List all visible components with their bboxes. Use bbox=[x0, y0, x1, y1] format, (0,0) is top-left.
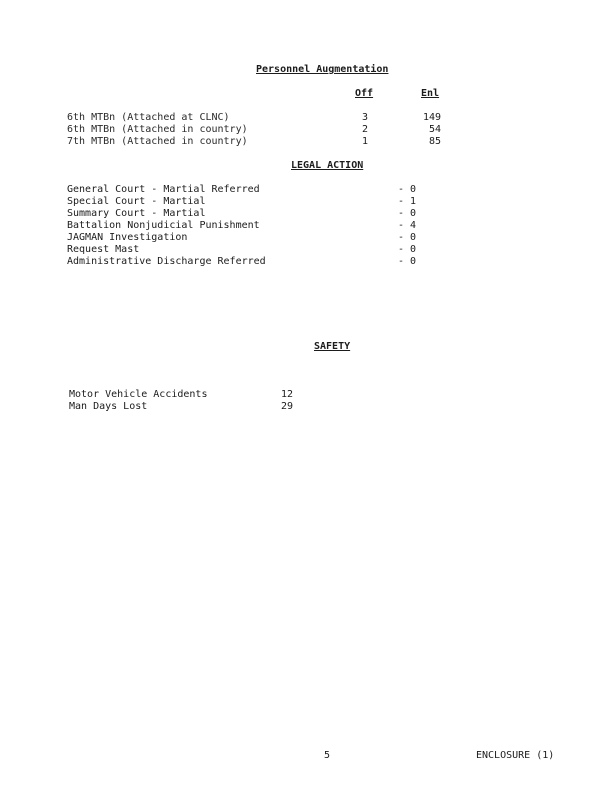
legal-row-label: Special Court - Martial bbox=[67, 196, 206, 207]
personnel-row-off: 2 bbox=[362, 124, 369, 135]
legal-row-label: Summary Court - Martial bbox=[67, 208, 206, 219]
legal-row-value: - 0 bbox=[398, 244, 417, 255]
personnel-row-enl: 149 bbox=[422, 112, 441, 123]
personnel-row-label: 7th MTBn (Attached in country) bbox=[67, 136, 248, 147]
safety-heading: SAFETY bbox=[314, 341, 351, 352]
personnel-row-enl: 54 bbox=[428, 124, 441, 135]
enl-column-header: Enl bbox=[421, 88, 440, 99]
legal-action-heading: LEGAL ACTION bbox=[291, 160, 364, 171]
legal-row-value: - 0 bbox=[398, 208, 417, 219]
legal-row-label: JAGMAN Investigation bbox=[67, 232, 188, 243]
personnel-row-label: 6th MTBn (Attached in country) bbox=[67, 124, 248, 135]
page-number: 5 bbox=[324, 750, 331, 761]
legal-row-value: - 1 bbox=[398, 196, 417, 207]
safety-row-value: 29 bbox=[281, 401, 294, 412]
enclosure-label: ENCLOSURE (1) bbox=[476, 750, 555, 761]
off-column-header: Off bbox=[355, 88, 374, 99]
safety-row-value: 12 bbox=[281, 389, 294, 400]
personnel-row-off: 3 bbox=[362, 112, 369, 123]
legal-row-value: - 0 bbox=[398, 184, 417, 195]
personnel-row-label: 6th MTBn (Attached at CLNC) bbox=[67, 112, 230, 123]
personnel-augmentation-heading: Personnel Augmentation bbox=[256, 64, 389, 75]
legal-row-value: - 4 bbox=[398, 220, 417, 231]
safety-row-label: Man Days Lost bbox=[69, 401, 148, 412]
legal-row-label: Battalion Nonjudicial Punishment bbox=[67, 220, 260, 231]
personnel-row-off: 1 bbox=[362, 136, 369, 147]
legal-row-label: General Court - Martial Referred bbox=[67, 184, 260, 195]
legal-row-value: - 0 bbox=[398, 256, 417, 267]
personnel-row-enl: 85 bbox=[428, 136, 441, 147]
legal-row-label: Request Mast bbox=[67, 244, 140, 255]
legal-row-label: Administrative Discharge Referred bbox=[67, 256, 266, 267]
legal-row-value: - 0 bbox=[398, 232, 417, 243]
safety-row-label: Motor Vehicle Accidents bbox=[69, 389, 208, 400]
